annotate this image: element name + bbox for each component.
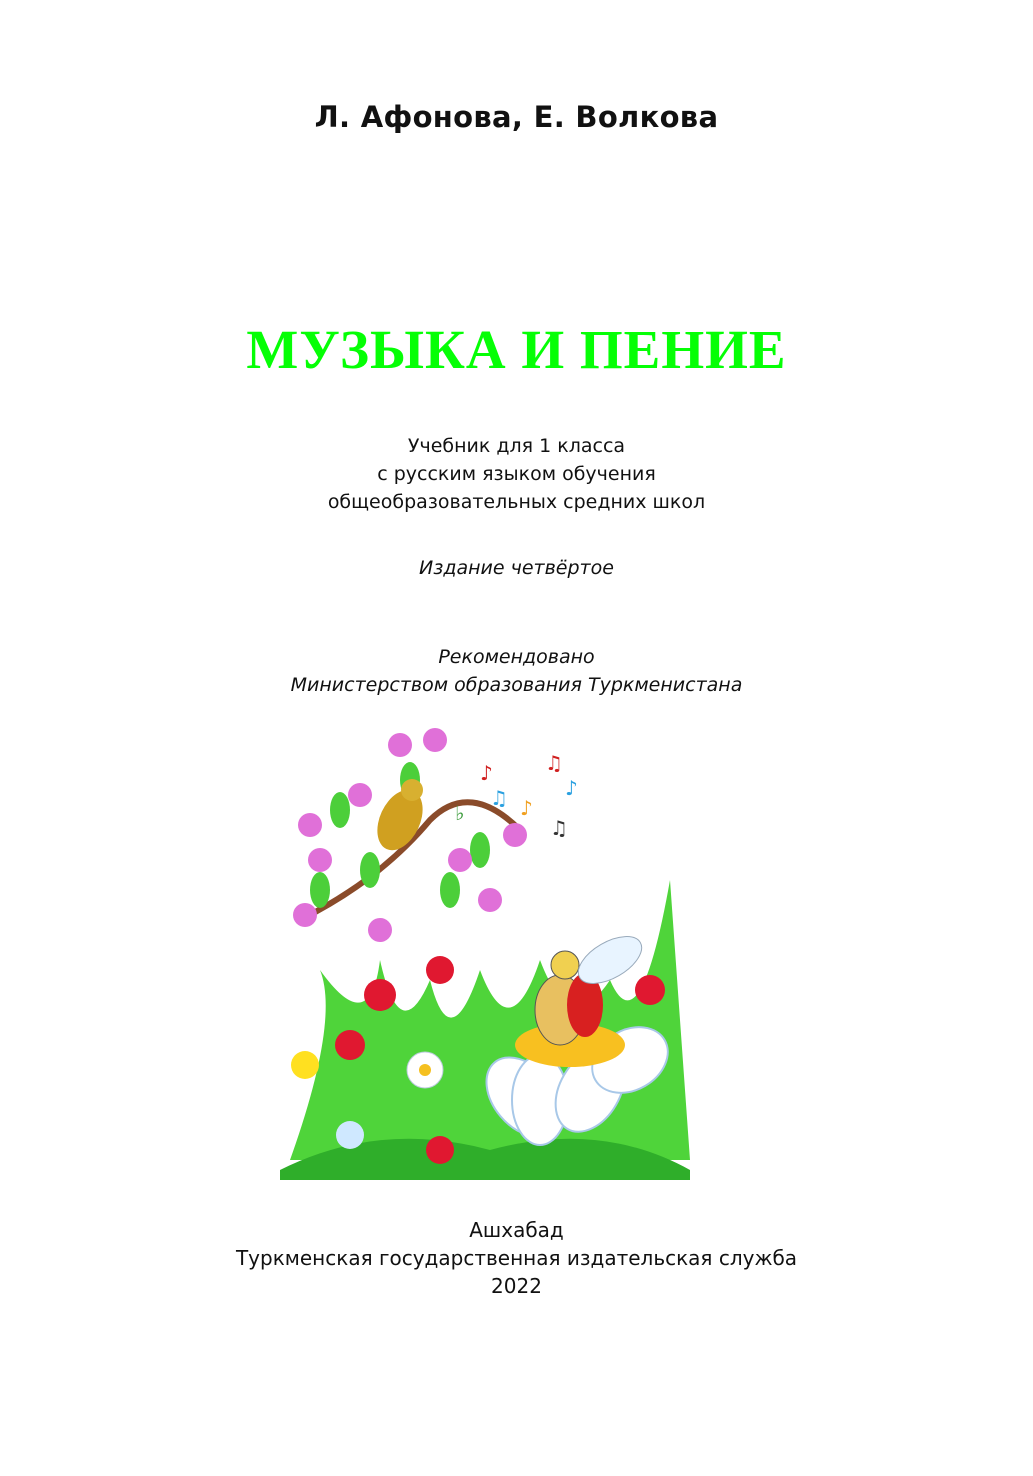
subtitle-line: общеобразовательных средних школ	[327, 491, 706, 513]
subtitle-line: с русским языком обучения	[377, 463, 656, 485]
svg-text:♪: ♪	[520, 796, 533, 820]
recommendation	[0, 643, 1033, 699]
publisher-name: Туркменская государственная издательская служба	[235, 1246, 798, 1270]
authors: Л. Афонова, Е. Волкова	[314, 100, 719, 134]
recommendation-line: Министерством образования Туркменистана	[290, 674, 743, 696]
publication-year: 2022	[491, 1274, 542, 1298]
svg-text:♫: ♫	[490, 786, 508, 810]
book-title: МУЗЫКА И ПЕНИЕ	[246, 319, 787, 380]
svg-text:♪: ♪	[480, 761, 493, 785]
subtitle-line: Учебник для 1 класса	[407, 435, 626, 457]
svg-text:♭: ♭	[455, 801, 465, 825]
bird	[368, 779, 431, 857]
subtitle	[0, 432, 1033, 516]
svg-text:♫: ♫	[545, 751, 563, 775]
svg-text:♪: ♪	[565, 776, 578, 800]
meadow-illustration	[280, 720, 700, 1180]
svg-text:♫: ♫	[550, 816, 568, 840]
publisher-city: Ашхабад	[469, 1218, 564, 1242]
grass	[290, 880, 690, 1160]
publisher-info	[0, 1216, 1033, 1300]
edition: Издание четвёртое	[419, 557, 614, 579]
recommendation-line: Рекомендовано	[438, 646, 595, 668]
